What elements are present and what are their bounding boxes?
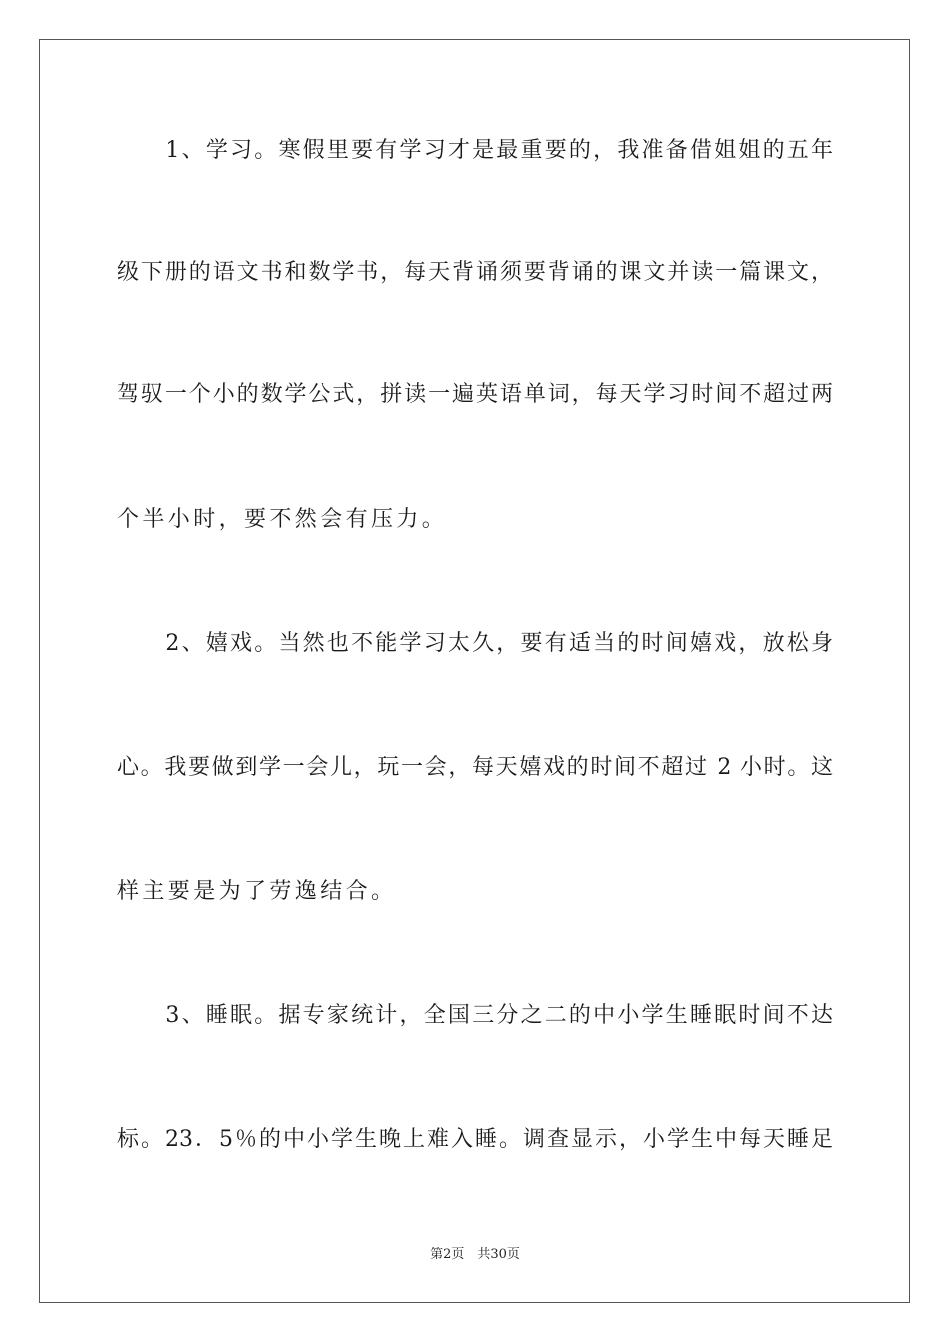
paragraph-line-2: 级下册的语文书和数学书，每天背诵须要背诵的课文并读一篇课文， bbox=[117, 260, 833, 285]
paragraph-line-4: 个半小时，要不然会有压力。 bbox=[117, 507, 448, 532]
paragraph-line-1: 1、学习。寒假里要有学习才是最重要的，我准备借姐姐的五年 bbox=[117, 138, 833, 163]
paragraph-line-6: 心。我要做到学一会儿，玩一会，每天嬉戏的时间不超过 2 小时。这 bbox=[117, 755, 833, 780]
paragraph-line-8: 3、睡眠。据专家统计，全国三分之二的中小学生睡眠时间不达 bbox=[117, 1003, 833, 1028]
paragraph-line-7: 样主要是为了劳逸结合。 bbox=[117, 879, 397, 904]
paragraph-line-3: 驾驭一个小的数学公式，拼读一遍英语单词，每天学习时间不超过两 bbox=[117, 382, 833, 407]
page-number-footer: 第2页 共30页 bbox=[430, 1247, 520, 1262]
paragraph-line-5: 2、嬉戏。当然也不能学习太久，要有适当的时间嬉戏，放松身 bbox=[117, 631, 833, 656]
paragraph-line-9: 标。23．5％的中小学生晚上难入睡。调查显示，小学生中每天睡足 bbox=[117, 1127, 833, 1152]
page-border bbox=[39, 39, 910, 1303]
